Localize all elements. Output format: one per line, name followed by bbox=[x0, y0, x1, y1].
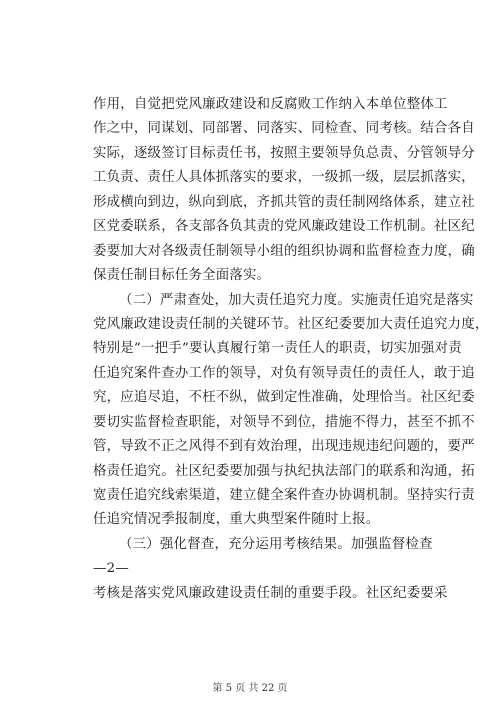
paragraph-line: 要切实监督检查职能，对领导不到位，措施不得力，甚至不抓不 bbox=[93, 414, 475, 430]
paragraph-line: 区党委联系，各支部各负其责的党风廉政建设工作机制。社区纪 bbox=[93, 219, 475, 235]
paragraph-line: 宽责任追究线索渠道，建立健全案件查办协调机制。坚持实行责 bbox=[93, 488, 475, 503]
paragraph-line: 特别是“一把手”要认真履行第一责任人的职责，切实加强对责 bbox=[93, 341, 462, 357]
paragraph-line: 工负责、责任人具体抓落实的要求，一级抓一级，层层抓落实， bbox=[93, 170, 475, 186]
document-body bbox=[93, 93, 489, 606]
paragraph-line: 委要加大对各级责任制领导小组的组织协调和监督检查力度，确 bbox=[93, 243, 475, 259]
paragraph-line: 作用，自觉把党风廉政建设和反腐败工作纳入本单位整体工 bbox=[93, 97, 448, 112]
section-heading-line: （二）严肃查处，加大责任追究力度。实施责任追究是落实 bbox=[119, 292, 474, 308]
paragraph-line: 形成横向到边，纵向到底，齐抓共管的责任制网络体系，建立社 bbox=[93, 194, 475, 210]
page-footer bbox=[0, 683, 500, 695]
paragraph-line: 究，应追尽追，不枉不纵，做到定性准确，处理恰当。社区纪委 bbox=[93, 390, 475, 406]
inline-page-number: —2— bbox=[93, 561, 130, 577]
paragraph-line: 任追究情况季报制度，重大典型案件随时上报。 bbox=[93, 512, 380, 528]
paragraph-line: 党风廉政建设责任制的关键环节。社区纪委要加大责任追究力度， bbox=[93, 316, 489, 332]
paragraph-line: 作之中，同谋划、同部署、同落实、同检查、同考核。结合各自 bbox=[93, 121, 475, 137]
page-number-label: 第 5 页 共 22 页 bbox=[212, 683, 288, 694]
section-heading-line: （三）强化督查，充分运用考核结果。加强监督检查 bbox=[119, 536, 433, 552]
paragraph-line: 实际，逐级签订目标责任书，按照主要领导负总责、分管领导分 bbox=[93, 145, 475, 161]
paragraph-line: 考核是落实党风廉政建设责任制的重要手段。社区纪委要采 bbox=[93, 585, 448, 601]
paragraph-line: 格责任追究。社区纪委要加强与执纪执法部门的联系和沟通，拓 bbox=[93, 463, 475, 479]
paragraph-line: 任追究案件查办工作的领导，对负有领导责任的责任人，敢于追 bbox=[93, 365, 475, 381]
paragraph-line: 管，导致不正之风得不到有效治理，出现违规违纪问题的，要严 bbox=[93, 439, 475, 455]
paragraph-line: 保责任制目标任务全面落实。 bbox=[93, 268, 271, 284]
